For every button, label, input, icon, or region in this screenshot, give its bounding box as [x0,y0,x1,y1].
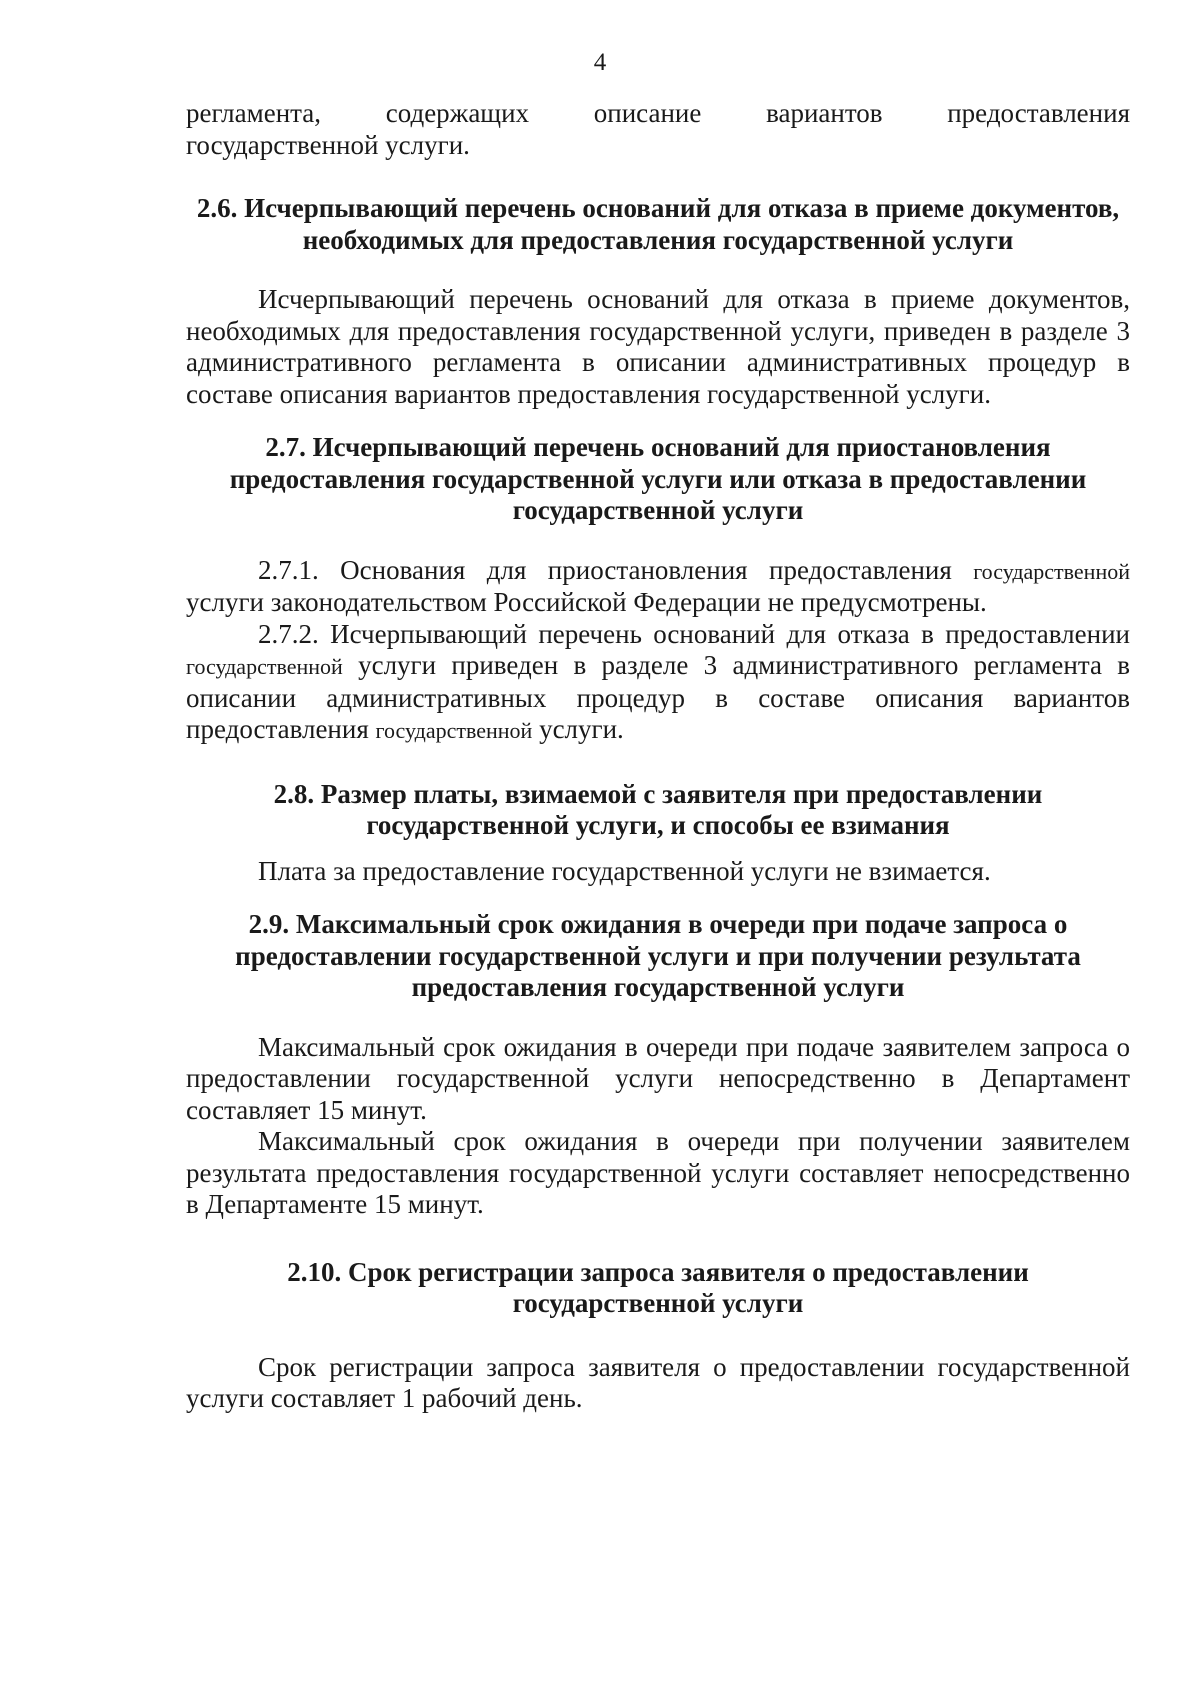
intro-line-2: государственной услуги. [186,129,470,160]
heading-2-9: 2.9. Максимальный срок ожидания в очереди при подаче запроса о предоставлении государственной услуги и при получении результата предоставления государственной услуги [235,909,1081,1002]
page-number: 4 [593,49,607,76]
paragraph-2-7-1 [186,555,1130,619]
paragraph-2-7-1-part-a: 2.7.1. Основания для приостановления предоставления [258,554,974,585]
heading-2-7: 2.7. Исчерпывающий перечень оснований для приостановления предоставления государственной услуги или отказа в предоставлении государственной услуги [229,432,1087,525]
paragraph-2-7-2 [186,619,1130,747]
paragraph-2-7-2-part-c: услуги приведен в разделе 3 административного регламента в описании административных процедур в составе описания вариантов предоставления [186,650,1130,744]
page-content [186,98,1130,1415]
heading-2-6: 2.6. Исчерпывающий перечень оснований для отказа в приеме документов, необходимых для предоставления государственной услуги [196,193,1120,255]
paragraph-2-7-2-part-a: 2.7.2. Исчерпывающий перечень оснований для отказа в предоставлении [258,618,1130,649]
paragraph-2-8: Плата за предоставление государственной услуги не взимается. [258,855,991,886]
paragraph-2-6: Исчерпывающий перечень оснований для отказа в приеме документов, необходимых для предоставления государственной услуги, приведен в разделе 3 административного регламента в описании административных процедур в составе описания вариантов предоставления государственной услуги. [186,284,1130,409]
paragraph-2-7-2-part-e: услуги. [532,714,624,744]
paragraph-2-9-1: Максимальный срок ожидания в очереди при подаче заявителем запроса о предоставлении государственной услуги непосредственно в Департамент составляет 15 минут. [186,1031,1130,1125]
heading-2-8: 2.8. Размер платы, взимаемой с заявителя при предоставлении государственной услуги, и способы ее взимания [273,778,1043,840]
paragraph-2-10: Срок регистрации запроса заявителя о предоставлении государственной услуги составляет 1 рабочий день. [186,1351,1130,1413]
intro-line-1: регламента, содержащих описание вариантов предоставления [186,98,1130,128]
paragraph-2-7-1-part-c: услуги законодательством Российской Федерации не предусмотрены. [186,587,987,617]
paragraph-2-9-2: Максимальный срок ожидания в очереди при получении заявителем результата предоставления государственной услуги составляет непосредственно в Департаменте 15 минут. [186,1126,1130,1219]
paragraph-2-7-2-part-d: государственной [375,718,533,743]
paragraph-2-7-1-part-b: государственной [973,558,1130,584]
heading-2-10: 2.10. Срок регистрации запроса заявителя о предоставлении государственной услуги [287,1256,1029,1318]
paragraph-2-7-2-part-b: государственной [186,654,343,679]
